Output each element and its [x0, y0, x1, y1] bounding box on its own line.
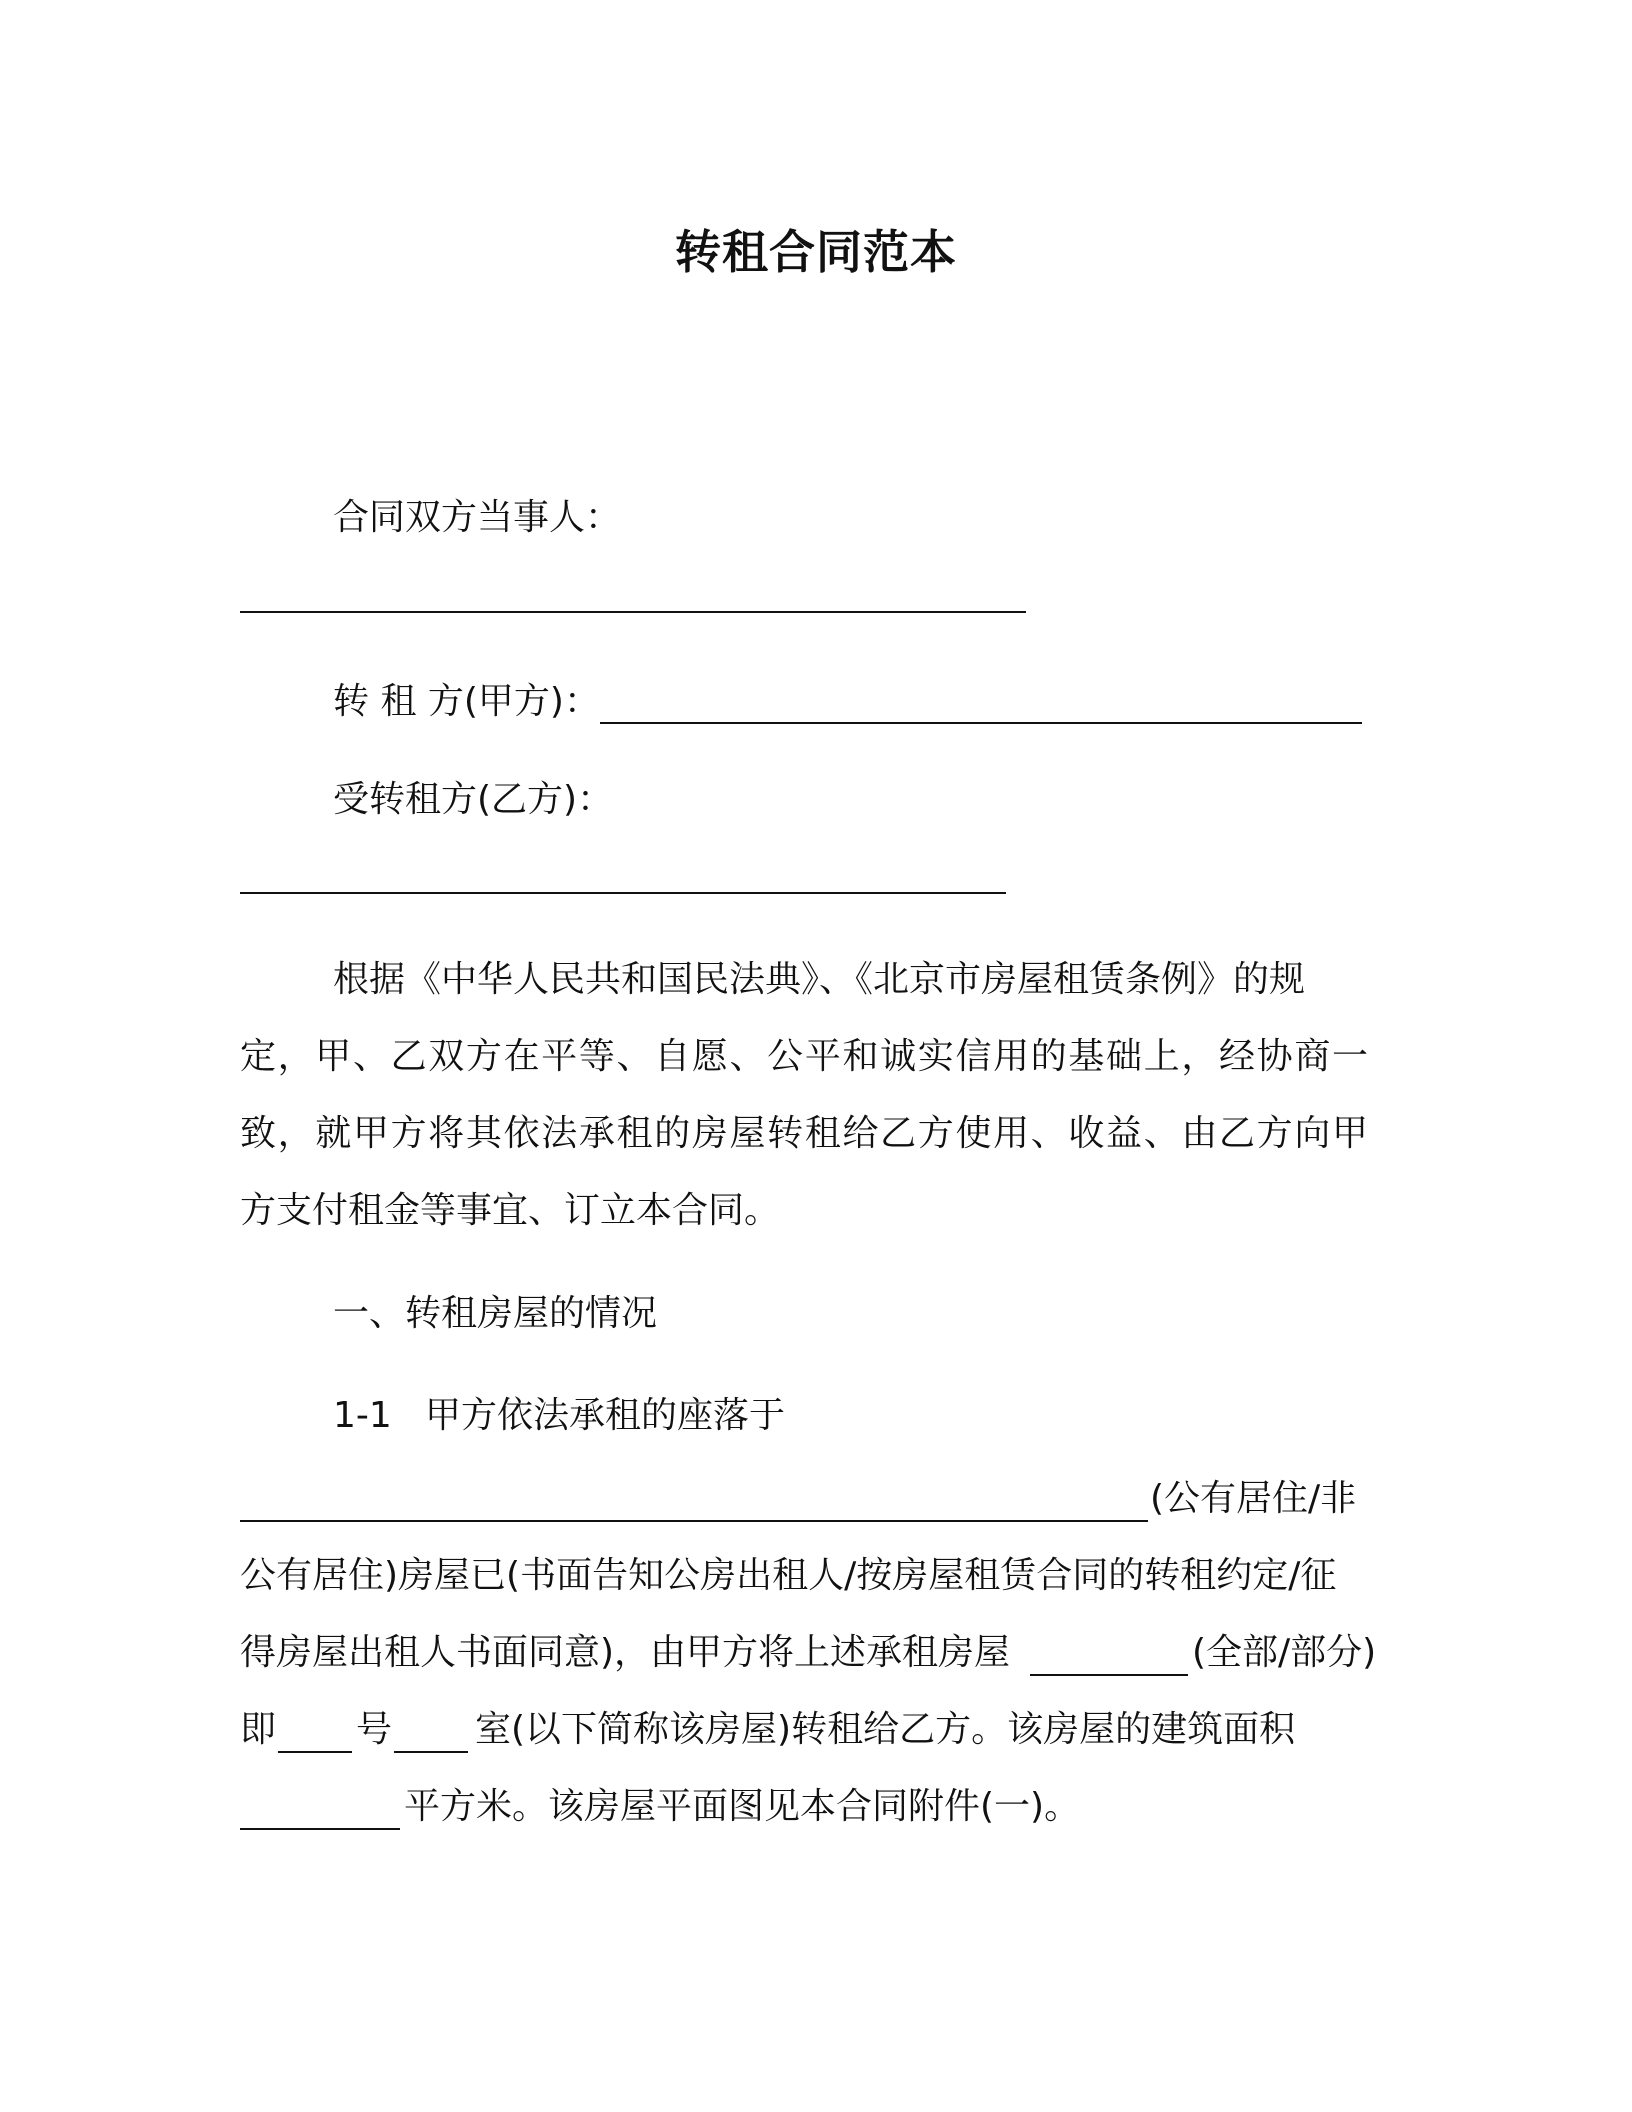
party-a-label: 转 租 方(甲方)： [333, 681, 600, 722]
room-number-blank [394, 1751, 468, 1753]
clause-1-1-number: 1-1 [333, 1395, 392, 1436]
floor-area-blank [240, 1828, 400, 1830]
document-title: 转租合同范本 [675, 225, 957, 279]
rental-scope-blank [1030, 1674, 1188, 1676]
parties-blank-line [240, 611, 1026, 613]
property-address-blank [240, 1520, 1148, 1522]
clause-1-1-line4-a: 即 [240, 1709, 277, 1750]
clause-1-1-line5-tail: 平方米。该房屋平面图见本合同附件(一)。 [404, 1786, 1081, 1827]
preamble-line-1: 根据《中华人民共和国民法典》、《北京市房屋租赁条例》的规 [333, 959, 1306, 1000]
preamble-line-3: 致，就甲方将其依法承租的房屋转租给乙方使用、收益、由乙方向甲 [240, 1113, 1368, 1154]
clause-1-1-line3-tail: (全部/部分) [1192, 1632, 1377, 1673]
section-1-heading: 一、转租房屋的情况 [333, 1293, 658, 1334]
preamble-line-4: 方支付租金等事宜、订立本合同。 [240, 1190, 781, 1231]
clause-1-1-intro: 甲方依法承租的座落于 [425, 1395, 786, 1436]
party-a-blank-line [600, 722, 1362, 724]
clause-1-1-line2: 公有居住)房屋已(书面告知公房出租人/按房屋租赁合同的转租约定/征 [240, 1555, 1337, 1596]
clause-1-1-line1-tail: (公有居住/非 [1150, 1478, 1357, 1519]
party-b-label: 受转租方(乙方)： [333, 779, 614, 820]
building-number-blank [278, 1751, 352, 1753]
clause-1-1-line4-b: 号 [356, 1709, 393, 1750]
parties-heading: 合同双方当事人： [333, 497, 622, 538]
party-b-blank-line [240, 892, 1006, 894]
clause-1-1-line4-c: 室(以下简称该房屋)转租给乙方。该房屋的建筑面积 [475, 1709, 1296, 1750]
clause-1-1-line3-head: 得房屋出租人书面同意)，由甲方将上述承租房屋 [240, 1632, 1011, 1673]
preamble-line-2: 定，甲、乙双方在平等、自愿、公平和诚实信用的基础上，经协商一 [240, 1036, 1368, 1077]
